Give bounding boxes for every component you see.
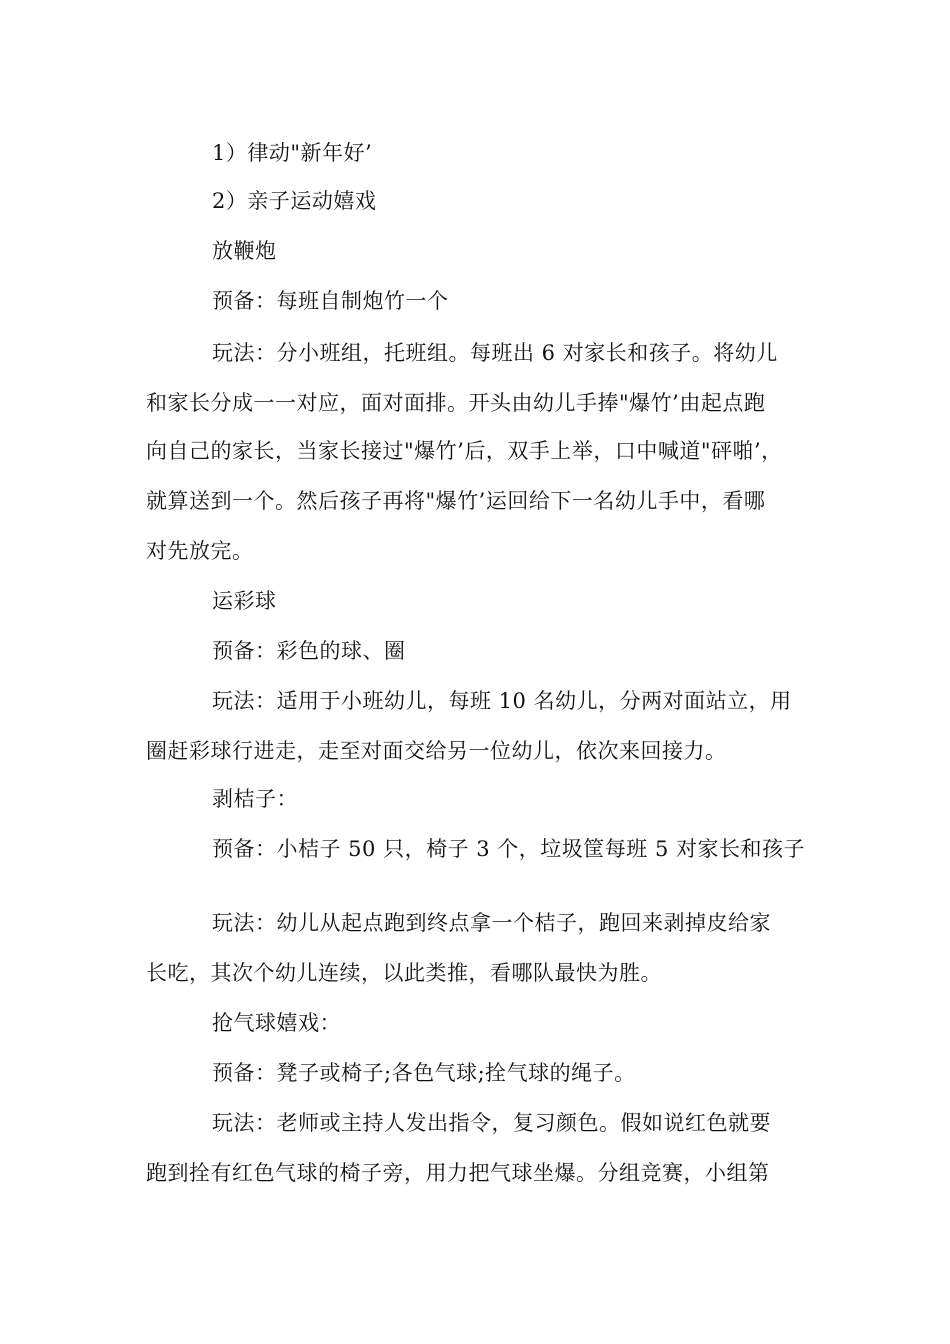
- paragraph-line: 预备：凳子或椅子;各色气球;拴气球的绳子。: [212, 1061, 636, 1085]
- section-heading-color-ball: 运彩球: [212, 589, 277, 613]
- list-item-rhythm: 1）律动"新年好’: [212, 141, 373, 165]
- paragraph-line: 长吃，其次个幼儿连续，以此类推，看哪队最快为胜。: [146, 961, 662, 985]
- section-heading-balloon-game: 抢气球嬉戏：: [212, 1011, 341, 1035]
- paragraph-line: 就算送到一个。然后孩子再将"爆竹’运回给下一名幼儿手中，看哪: [146, 489, 766, 513]
- paragraph-line: 对先放完。: [146, 539, 254, 563]
- list-item-parent-child-games: 2）亲子运动嬉戏: [212, 189, 377, 213]
- paragraph-line: 预备：每班自制炮竹一个: [212, 289, 449, 313]
- paragraph-line: 预备：小桔子 50 只，椅子 3 个，垃圾筐每班 5 对家长和孩子: [212, 837, 805, 861]
- paragraph-line: 圈赶彩球行进走，走至对面交给另一位幼儿，依次来回接力。: [146, 739, 727, 763]
- paragraph-line: 玩法：老师或主持人发出指令，复习颜色。假如说红色就要: [212, 1111, 771, 1135]
- section-heading-firecracker: 放鞭炮: [212, 239, 277, 263]
- section-heading-peel-orange: 剥桔子：: [212, 787, 298, 811]
- paragraph-line: 玩法：幼儿从起点跑到终点拿一个桔子，跑回来剥掉皮给家: [212, 911, 771, 935]
- paragraph-line: 玩法：适用于小班幼儿，每班 10 名幼儿，分两对面站立，用: [212, 689, 792, 713]
- paragraph-line: 和家长分成一一对应，面对面排。开头由幼儿手捧"爆竹’由起点跑: [146, 391, 766, 415]
- paragraph-line: 向自己的家长，当家长接过"爆竹’后，双手上举，口中喊道"砰啪’，: [146, 439, 783, 463]
- paragraph-line: 玩法：分小班组，托班组。每班出 6 对家长和孩子。将幼儿: [212, 341, 778, 365]
- paragraph-line: 跑到拴有红色气球的椅子旁，用力把气球坐爆。分组竞赛，小组第: [146, 1161, 770, 1185]
- paragraph-line: 预备：彩色的球、圈: [212, 639, 406, 663]
